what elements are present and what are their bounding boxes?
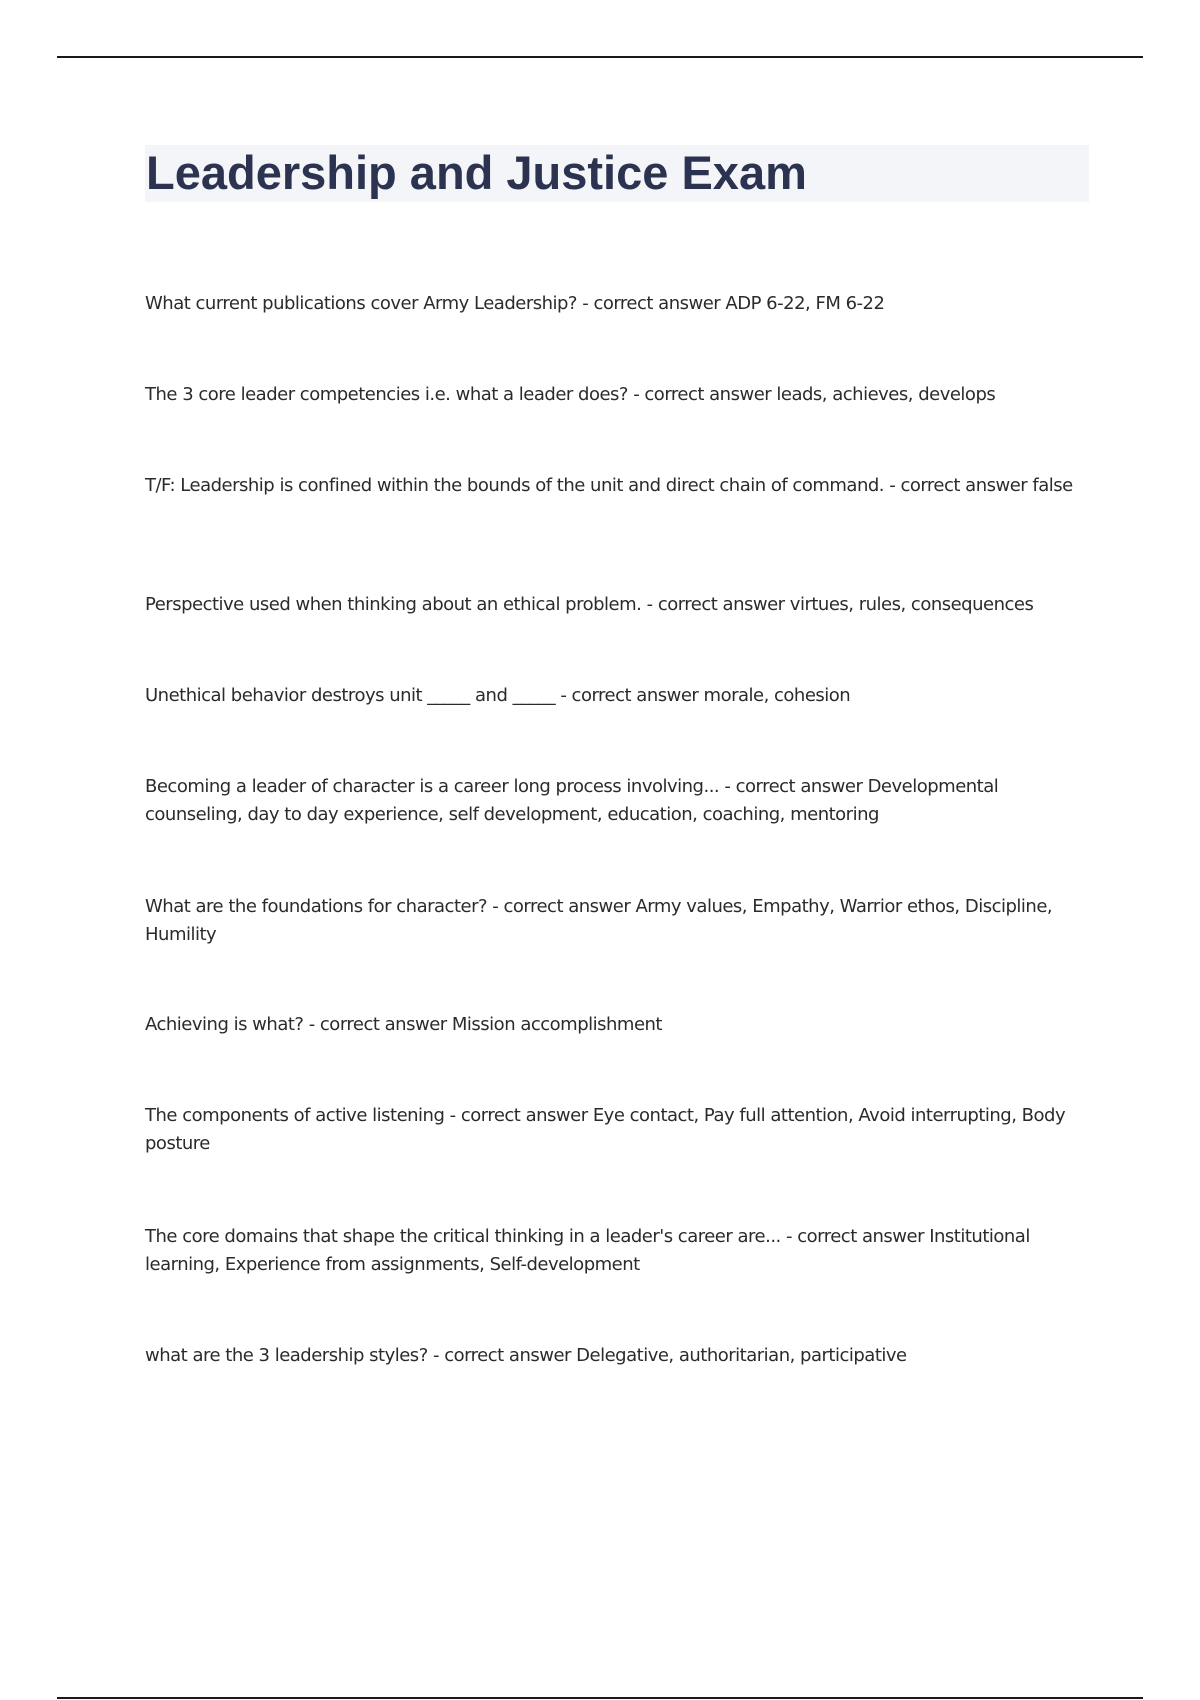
answer-text: Army values, Empathy, Warrior ethos, Discipline, Humility	[145, 896, 1053, 945]
question-text: T/F: Leadership is confined within the bounds of the unit and direct chain of command.	[145, 475, 884, 496]
answer-separator: - correct answer	[884, 475, 1033, 496]
answer-separator: - correct answer	[627, 384, 777, 405]
question-text: The core domains that shape the critical thinking in a leader's career are...	[145, 1226, 781, 1247]
answer-text: Institutional learning, Experience from assignments, Self-development	[145, 1226, 1030, 1275]
question-text: what are the 3 leadership styles?	[145, 1345, 428, 1366]
question-text: The components of active listening	[145, 1105, 445, 1126]
qa-item	[145, 591, 1090, 619]
question-text: What current publications cover Army Leadership?	[145, 293, 577, 314]
question-text: What are the foundations for character?	[145, 896, 488, 917]
answer-separator: - correct answer	[487, 896, 636, 917]
qa-item	[145, 893, 1090, 949]
answer-text: virtues, rules, consequences	[789, 594, 1034, 615]
qa-item	[145, 381, 1090, 409]
question-text: Achieving is what?	[145, 1014, 304, 1035]
bottom-rule	[57, 1697, 1143, 1699]
qa-item	[145, 290, 1090, 318]
answer-text: Mission accomplishment	[451, 1014, 662, 1035]
answer-text: Delegative, authoritarian, participative	[576, 1345, 907, 1366]
answer-separator: - correct answer	[719, 776, 868, 797]
answer-text: false	[1032, 475, 1073, 496]
qa-item	[145, 773, 1090, 829]
qa-item	[145, 472, 1090, 500]
qa-item	[145, 1342, 1090, 1370]
answer-text: ADP 6-22, FM 6-22	[725, 293, 885, 314]
answer-text: morale, cohesion	[703, 685, 851, 706]
answer-separator: - correct answer	[780, 1226, 930, 1247]
answer-separator: - correct answer	[555, 685, 704, 706]
question-text: Perspective used when thinking about an ethical problem.	[145, 594, 642, 615]
answer-separator: - correct answer	[303, 1014, 452, 1035]
qa-item	[145, 1223, 1090, 1279]
question-text: Becoming a leader of character is a career long process involving...	[145, 776, 720, 797]
qa-item	[145, 682, 1090, 710]
answer-separator: - correct answer	[427, 1345, 577, 1366]
answer-text: Eye contact, Pay full attention, Avoid interrupting, Body posture	[145, 1105, 1066, 1154]
page-title: Leadership and Justice Exam	[146, 146, 807, 199]
answer-text: leads, achieves, develops	[776, 384, 996, 405]
answer-separator: - correct answer	[577, 293, 726, 314]
question-text: Unethical behavior destroys unit _____ and _____	[145, 685, 556, 706]
qa-item	[145, 1011, 1090, 1039]
top-rule	[57, 56, 1143, 58]
qa-item	[145, 1102, 1090, 1158]
answer-text: Developmental counseling, day to day experience, self development, education, coaching, mentoring	[145, 776, 999, 825]
question-text: The 3 core leader competencies i.e. what a leader does?	[145, 384, 628, 405]
answer-separator: - correct answer	[641, 594, 790, 615]
answer-separator: - correct answer	[444, 1105, 593, 1126]
